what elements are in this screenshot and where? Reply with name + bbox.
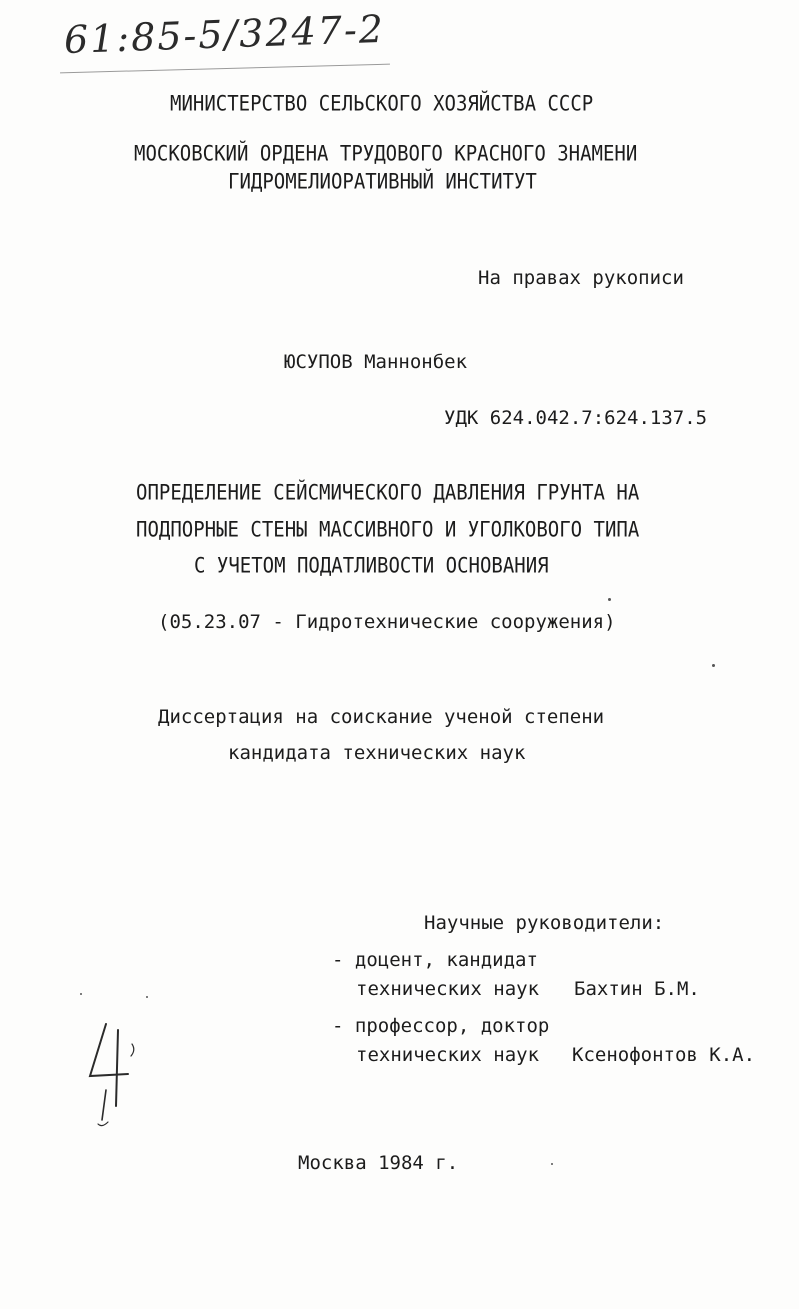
institute-name-line2: ГИДРОМЕЛИОРАТИВНЫЙ ИНСТИТУТ [228, 169, 537, 195]
supervisor-1-name: Бахтин Б.М. [574, 978, 700, 1000]
title-line3: С УЧЕТОМ ПОДАТЛИВОСТИ ОСНОВАНИЯ [194, 553, 549, 579]
paper-speck [712, 664, 715, 667]
author-name: ЮСУПОВ Маннонбек [284, 351, 468, 373]
dissertation-line1: Диссертация на соискание ученой степени [158, 706, 605, 728]
specialty-code: (05.23.07 - Гидротехнические сооружения) [158, 611, 616, 633]
dissertation-line2: кандидата технических наук [228, 742, 526, 764]
handwritten-sheet-number [84, 1020, 144, 1140]
paper-speck [608, 598, 611, 601]
archive-mark: 61:85-5/3247-2 [63, 6, 386, 62]
udc-code: УДК 624.042.7:624.137.5 [444, 407, 708, 429]
paper-speck [146, 996, 148, 998]
supervisor-2-name: Ксенофонтов К.А. [572, 1044, 756, 1066]
institute-name-line1: МОСКОВСКИЙ ОРДЕНА ТРУДОВОГО КРАСНОГО ЗНАМЕНИ [134, 141, 638, 167]
rights-note: На правах рукописи [478, 267, 684, 289]
place-and-year: Москва 1984 г. [298, 1152, 459, 1174]
paper-speck [80, 993, 82, 995]
supervisors-heading: Научные руководители: [424, 912, 665, 934]
supervisor-1-title-line1: - доцент, кандидат [332, 949, 538, 971]
supervisor-2-title-line2: технических наук [356, 1044, 540, 1066]
paper-speck [551, 1163, 553, 1165]
supervisor-2-title-line1: - профессор, доктор [332, 1015, 550, 1037]
ministry-name: МИНИСТЕРСТВО СЕЛЬСКОГО ХОЗЯЙСТВА СССР [170, 91, 594, 117]
title-line1: ОПРЕДЕЛЕНИЕ СЕЙСМИЧЕСКОГО ДАВЛЕНИЯ ГРУНТА НА [136, 480, 640, 506]
title-line2: ПОДПОРНЫЕ СТЕНЫ МАССИВНОГО И УГОЛКОВОГО ТИПА [136, 517, 640, 543]
supervisor-1-title-line2: технических наук [356, 978, 540, 1000]
archive-mark-underline [60, 64, 390, 74]
